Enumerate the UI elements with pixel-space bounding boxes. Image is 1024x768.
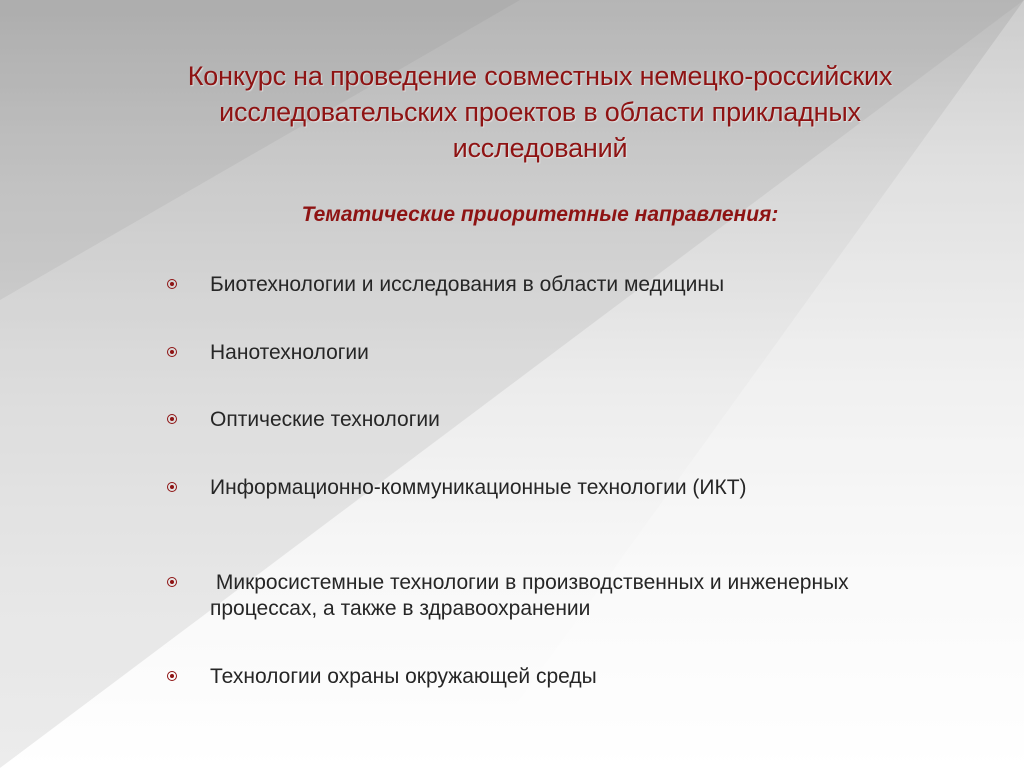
slide-subtitle: Тематические приоритетные направления: [301,203,779,226]
list-item [210,570,910,622]
radio-bullet-icon [167,482,177,492]
list-item-label: Нанотехнологии [210,341,369,364]
list-item [210,407,940,433]
radio-bullet-icon [167,671,177,681]
radio-bullet-icon [167,347,177,357]
list-item-label: Оптические технологии [210,408,440,431]
list-item-label: Микросистемные технологии в производственных и инженерных процессах, а также в здравоохранении [210,571,855,620]
list-item-label: Биотехнологии и исследования в области медицины [210,273,725,296]
list-item-label: Информационно-коммуникационные технологии (ИКТ) [210,476,747,499]
slide-title: Конкурс на проведение совместных немецко-российских исследовательских проектов в области прикладных исследований [187,61,893,163]
list-item [210,340,940,366]
radio-bullet-icon [167,577,177,587]
list-item [210,272,940,298]
radio-bullet-icon [167,279,177,289]
list-item [210,664,940,690]
list-item-label: Технологии охраны окружающей среды [210,665,597,688]
radio-bullet-icon [167,414,177,424]
list-item [210,475,890,501]
